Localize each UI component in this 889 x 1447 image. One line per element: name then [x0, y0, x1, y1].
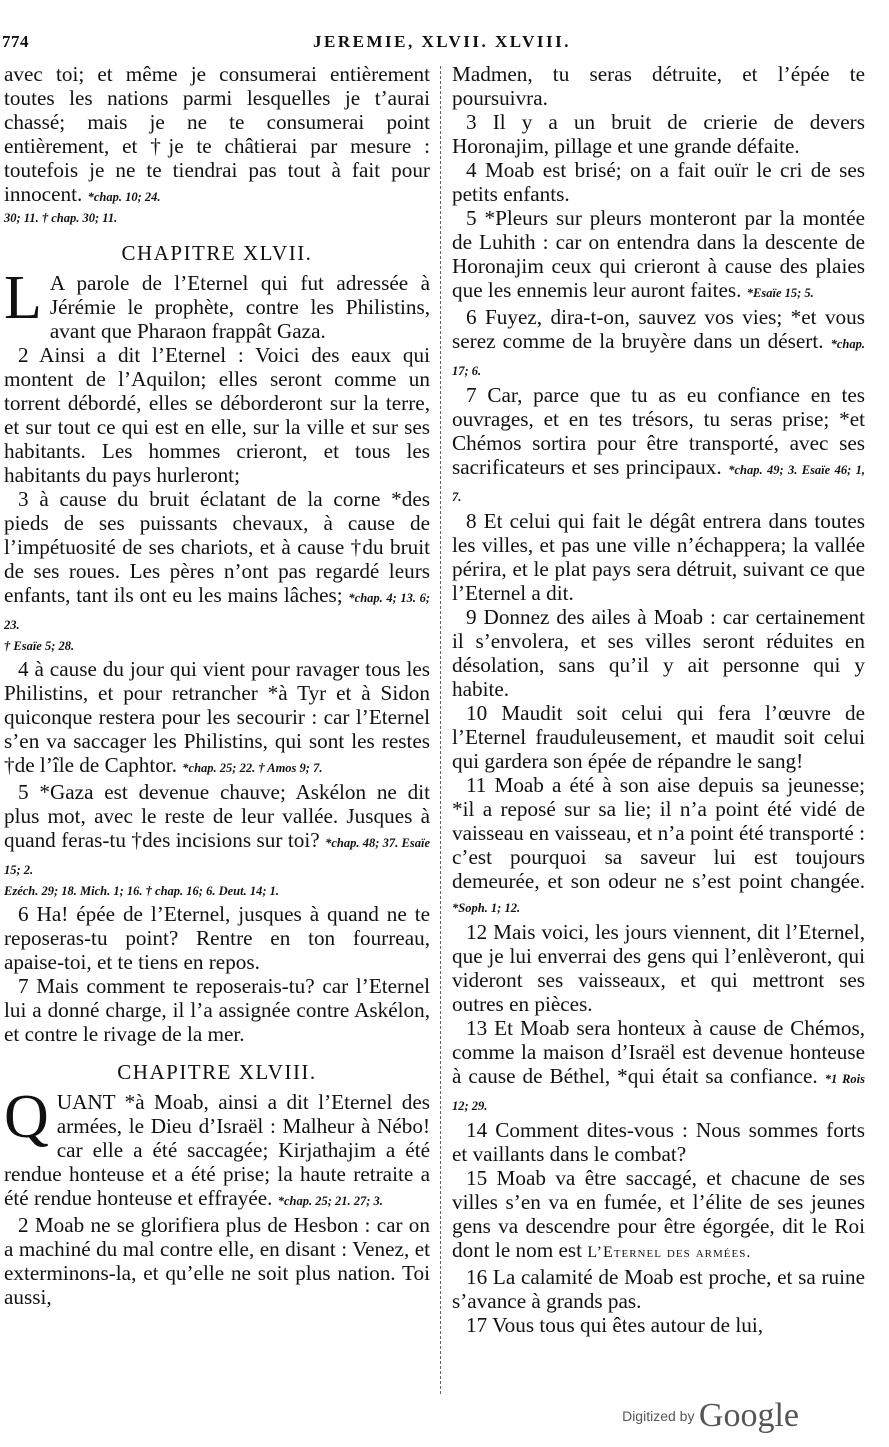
verse-12: 12 Mais voici, les jours viennent, dit l’Eternel, que je lui enverrai des gens qui l’enlèveront, qui videront ses vaisseaux, et qui mettront ses outres en pièces.	[452, 920, 865, 1016]
column-divider	[440, 66, 441, 1394]
footnote-line: † Esaïe 5; 28.	[4, 639, 75, 653]
verse-1: QUANT *à Moab, ainsi a dit l’Eternel des armées, le Dieu d’Israël : Malheur à Nébo! car elle a été saccagée; Kirjathajim a été rendue honteuse et a été prise; la haute retraite a été rendue honteuse et effrayée. *chap. 25; 21. 27; 3.	[4, 1083, 430, 1210]
right-column	[452, 62, 865, 1402]
verse-15: 15 Moab va être saccagé, et chacune de ses villes s’en va en fumée, et l’élite de ses jeunes gens va descendre pour être égorgée, dit le Roi dont le nom est L’Eternel des armées.	[452, 1166, 865, 1262]
footnote-ref: *chap. 25; 21. 27; 3.	[277, 1194, 383, 1208]
drop-cap: Q	[4, 1083, 49, 1151]
verse-continuation: avec toi; et même je consumerai entièrement toutes les nations parmi lesquelles je t’aurai chassé; mais je ne te consumerai point entièrement, et †je te châtierai par mesure : toutefois je ne te tiendrai pas tout à fait pour innocent. *chap. 10; 24.	[4, 62, 430, 206]
verse-4: 4 Moab est brisé; on a fait ouïr le cri de ses petits enfants.	[452, 158, 865, 206]
chapter-heading-48: CHAPITRE XLVIII.	[117, 1060, 317, 1084]
watermark-prefix: Digitized by	[622, 1408, 695, 1424]
verse-6: 6 Fuyez, dira-t-on, sauvez vos vies; *et vous serez comme de la bruyère dans un désert. *chap. 17; 6.	[452, 305, 865, 378]
verse-4: 4 à cause du jour qui vient pour ravager tous les Philistins, et pour retrancher *à Tyr et à Sidon quiconque restera pour les secourir : car l’Eternel s’en va saccager les Philistins, qui sont les restes †de l’île de Caphtor. *chap. 25; 22. † Amos 9; 7.	[4, 657, 430, 777]
footnote-ref: *chap. 4; 13. 6; 23.	[4, 591, 430, 632]
verse-13: 13 Et Moab sera honteux à cause de Chémos, comme la maison d’Israël est devenue honteuse à cause de Béthel, *qui était sa confiance. *1 Rois 12; 29.	[452, 1016, 865, 1113]
footnote-ref: *chap. 10; 24.	[87, 190, 161, 204]
verse-3: 3 à cause du bruit éclatant de la corne *des pieds de ses puissants chevaux, à cause de l’impétuosité de ses chariots, et à cause †du bruit de ses roues. Les pères n’ont pas regardé leurs enfants, tant ils ont eu les mains lâches; *chap. 4; 13. 6; 23.	[4, 487, 430, 632]
footnote-ref: *Soph. 1; 12.	[452, 901, 521, 915]
divine-name: L’Eternel des armées.	[587, 1244, 752, 1261]
verse-continuation: Madmen, tu seras détruite, et l’épée te poursuivra.	[452, 62, 865, 110]
digitized-watermark	[622, 1397, 799, 1435]
drop-cap: L	[4, 264, 42, 332]
verse-1: L A parole de l’Eternel qui fut adressée à Jérémie le prophète, contre les Philistins, avant que Pharaon frappât Gaza.	[4, 264, 430, 343]
footnote-line: Ezéch. 29; 18. Mich. 1; 16. † chap. 16; 6. Deut. 14; 1.	[4, 884, 279, 898]
verse-2: 2 Moab ne se glorifiera plus de Hesbon : car on a machiné du mal contre elle, en disant : Venez, et exterminons-la, et qu’elle ne soit plus nation. Toi aussi,	[4, 1213, 430, 1309]
verse-5: 5 *Pleurs sur pleurs monteront par la montée de Luhith : car on entendra dans la descente de Horonajim ceux qui crieront à cause des plaies que les ennemis leur auront faites. *Esaïe 15; 5.	[452, 206, 865, 302]
verse-5: 5 *Gaza est devenue chauve; Askélon ne dit plus mot, avec le reste de leur vallée. Jusques à quand feras-tu †des incisions sur toi? *chap. 48; 37. Esaïe 15; 2.	[4, 780, 430, 877]
verse-7: 7 Mais comment te reposerais-tu? car l’Eternel lui a donné charge, il l’a assignée contre Askélon, et contre le rivage de la mer.	[4, 974, 430, 1046]
verse-11: 11 Moab a été à son aise depuis sa jeunesse; *il a reposé sur sa lie; il n’a point été vidé de vaisseau en vaisseau, et n’a point été transporté : c’est pourquoi sa saveur lui est toujours demeurée, et son odeur ne s’est point changée. *Soph. 1; 12.	[452, 773, 865, 915]
verse-8: 8 Et celui qui fait le dégât entrera dans toutes les villes, et pas une ville n’échappera; la vallée périra, et le plat pays sera détruit, suivant ce que l’Eternel a dit.	[452, 509, 865, 605]
footnote-ref: *chap. 49; 3. Esaïe 46; 1, 7.	[452, 463, 865, 504]
running-title: JEREMIE, XLVII. XLVIII.	[313, 32, 571, 51]
verse-14: 14 Comment dites-vous : Nous sommes forts et vaillants dans le combat?	[452, 1118, 865, 1166]
verse-7: 7 Car, parce que tu as eu confiance en tes ouvrages, et en tes trésors, tu seras prise; *et Chémos sortira pour être transporté, avec ses sacrificateurs et ses principaux. *chap. 49; 3. Esaïe 46; 1, 7.	[452, 383, 865, 504]
verse-10: 10 Maudit soit celui qui fera l’œuvre de l’Eternel frauduleusement, et maudit soit celui qui gardera son épée de répandre le sang!	[452, 701, 865, 773]
left-column	[4, 62, 430, 1402]
footnote-ref: *chap. 17; 6.	[452, 337, 865, 378]
chapter-heading-47: CHAPITRE XLVII.	[121, 241, 313, 265]
verse-6: 6 Ha! épée de l’Eternel, jusques à quand ne te reposeras-tu point? Rentre en ton fourreau, apaise-toi, et te tiens en repos.	[4, 902, 430, 974]
verse-9: 9 Donnez des ailes à Moab : car certainement il s’envolera, et ses villes seront réduites en désolation, sans qu’il y ait personne qui y habite.	[452, 605, 865, 701]
footnote-line: 30; 11. † chap. 30; 11.	[4, 211, 118, 225]
page-header	[2, 28, 882, 56]
verse-3: 3 Il y a un bruit de crierie de devers Horonajim, pillage et une grande défaite.	[452, 110, 865, 158]
footnote-ref: *Esaïe 15; 5.	[746, 286, 814, 300]
footnote-ref: *chap. 25; 22. † Amos 9; 7.	[182, 761, 323, 775]
verse-16: 16 La calamité de Moab est proche, et sa ruine s’avance à grands pas.	[452, 1265, 865, 1313]
footnote-ref: *chap. 48; 37. Esaïe 15; 2.	[4, 836, 430, 877]
verse-2: 2 Ainsi a dit l’Eternel : Voici des eaux qui montent de l’Aquilon; elles seront comme un torrent débordé, elles se déborderont sur la terre, et sur tout ce qui est en elle, sur la ville et sur ses habitants. Les hommes crieront, et tous les habitants du pays hurleront;	[4, 343, 430, 487]
google-logo: Google	[698, 1397, 799, 1434]
verse-17: 17 Vous tous qui êtes autour de lui,	[466, 1313, 764, 1337]
page-number: 774	[2, 32, 29, 51]
footnote-ref: *1 Rois 12; 29.	[452, 1072, 865, 1113]
